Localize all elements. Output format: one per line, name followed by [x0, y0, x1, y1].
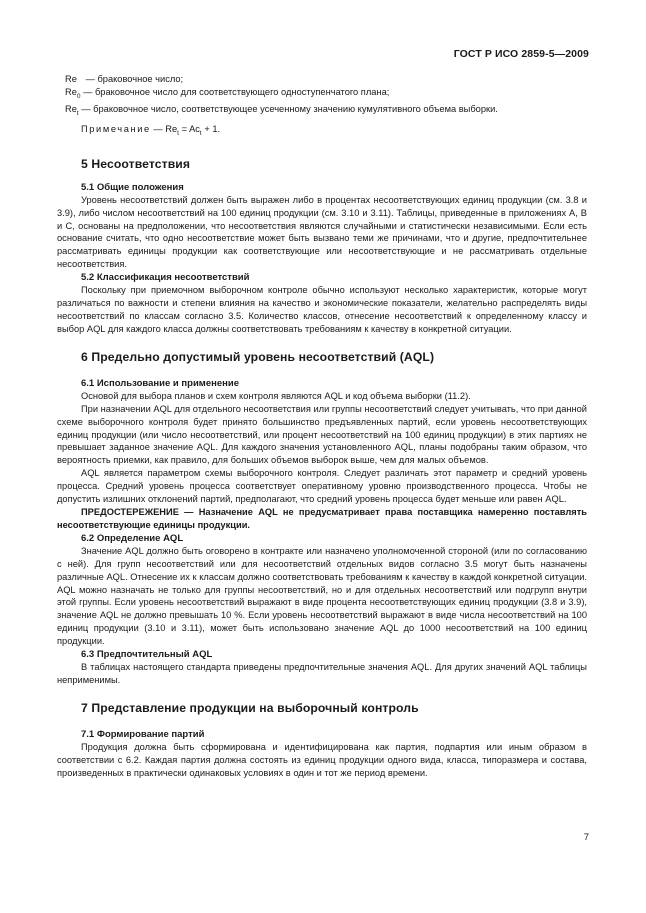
definition-re [65, 73, 587, 86]
definition-re0 [65, 86, 587, 103]
warning-text: ПРЕДОСТЕРЕЖЕНИЕ — Назначение AQL не предусматривает права поставщика намеренно поставлять несоответствующие единицы продукции. [57, 506, 587, 530]
section-6-1-p3: AQL является параметром схемы выборочного контроля. Следует различать этот параметр и средний уровень процесса. Средний уровень процесса соответствует оперативному уровню производственного процесса. Чтобы не допустить излишних отклонений партий, предполагают, что средний уровень процесса будет меньше или равен AQL. [57, 468, 587, 505]
page-content [57, 73, 587, 780]
note-subscript: t [199, 129, 202, 137]
section-7-1-title: 7.1 Формирование партий [81, 728, 205, 740]
definitions-list [65, 73, 587, 121]
section-6-title: 6 Предельно допустимый уровень несоответствий (AQL) [81, 349, 435, 364]
note-label: Примечание [81, 123, 151, 134]
note-formula: + 1. [201, 123, 221, 134]
section-6-2-text: Значение AQL должно быть оговорено в контракте или назначено уполномоченной стороной (или по согласованию с ней). Для групп несоответствий или для несоответствий отдельных видов согласно 3.5 могут быть назначены различные AQL. Отнесение их к классам должно соответствовать требованиям к качеству в каждой конкретной ситуации. AQL можно назначать не только для группы несоответствий, но и для отдельных несоответствий или подгрупп внутри этой группы. Если уровень несоответствий выражают в виде процента несоответствующих единиц продукции (3.8 и 3.9), значение AQL не должно превышать 10 %. Если уровень несоответствий выражают в виде числа несоответствий на 100 единиц продукции (3.10 и 3.11), может быть использовано значение AQL до 1000 несоответствий на 100 единиц продукции. [57, 545, 587, 647]
note-formula: — Re [150, 123, 178, 134]
definition-subscript: t [76, 110, 79, 118]
definition-symbol: Re [65, 74, 77, 84]
section-5-2-title: 5.2 Классификация несоответствий [81, 272, 250, 284]
definition-symbol: Re [65, 87, 77, 98]
note-subscript: t [177, 129, 179, 137]
section-7-title: 7 Представление продукции на выборочный контроль [81, 700, 419, 715]
page-number: 7 [583, 832, 589, 843]
section-6-1-title: 6.1 Использование и применение [81, 377, 239, 389]
note [81, 123, 587, 140]
definition-text: — браковочное число; [83, 74, 184, 84]
section-5-2-text: Поскольку при приемочном выборочном контроле обычно используют несколько характеристик, которые могут различаться по важности и степени влияния на качество и экономические показатели, желательно распределять виды несоответствий по классам согласно 3.5. Количество классов, отнесение несоответствий к определенному классу и выбор AQL для каждого класса должны соответствовать требованиям к качеству в конкретной ситуации. [57, 285, 587, 334]
section-6-3-text: В таблицах настоящего стандарта приведены предпочтительные значения AQL. Для других значений AQL таблицы неприменимы. [57, 662, 587, 685]
section-6-1-p1: Основой для выбора планов и схем контроля являются AQL и код объема выборки (11.2). [81, 390, 471, 401]
note-formula: = Ac [178, 123, 200, 134]
definition-text: — браковочное число для соответствующего одноступенчатого плана; [80, 87, 390, 98]
section-5-title: 5 Несоответствия [81, 156, 191, 171]
standard-header: ГОСТ Р ИСО 2859-5—2009 [453, 48, 589, 60]
section-6-3-title: 6.3 Предпочтительный AQL [81, 649, 213, 661]
definition-symbol: Re [65, 104, 77, 115]
section-5-1-title: 5.1 Общие положения [81, 181, 184, 193]
definition-subscript: 0 [76, 93, 81, 101]
definition-text: — браковочное число, соответствующее усеченному значению кумулятивного объема выборки. [78, 104, 498, 115]
section-7-1-text: Продукция должна быть сформирована и идентифицирована как партия, подпартия или иным образом в соответствии с 6.2. Каждая партия должна состоять из единиц продукции одного вида, класса, типоразмера и состава, произведенных в практически одинаковых условиях в один и тот же период времени. [57, 741, 587, 778]
definition-ret [65, 103, 587, 120]
section-5-1-text: Уровень несоответствий должен быть выражен либо в процентах несоответствующих единиц продукции (см. 3.8 и 3.9), либо числом несоответствий на 100 единиц продукции (см. 3.10 и 3.11). Таблицы, приведенные в приложениях А, В и С, основаны на предположении, что несоответствия являются случайными и статистически независимыми. Если есть основание считать, что одно несоответствие может быть вызвано теми же причинами, что и другие, предпочтительнее рассматривать единицы продукции как соответствующие или несоответствующие и не рассматривать отдельные несоответствия. [57, 194, 587, 270]
section-6-1-p2: При назначении AQL для отдельного несоответствия или группы несоответствий следует учитывать, что при данной схеме выборочного контроля будет принято большинство предъявленных партий, если уровень несоответствующих единиц продукции (или число несоответствий, или процент несоответствий на 100 единиц продукции) в этих партиях не превышает заданное значение AQL. Для каждого значения установленного AQL, планы подобраны таким образом, что вероятность приемки, как правило, для больших объемов выборок выше, чем для малых объемов. [57, 403, 587, 466]
section-6-2-title: 6.2 Определение AQL [81, 532, 184, 544]
